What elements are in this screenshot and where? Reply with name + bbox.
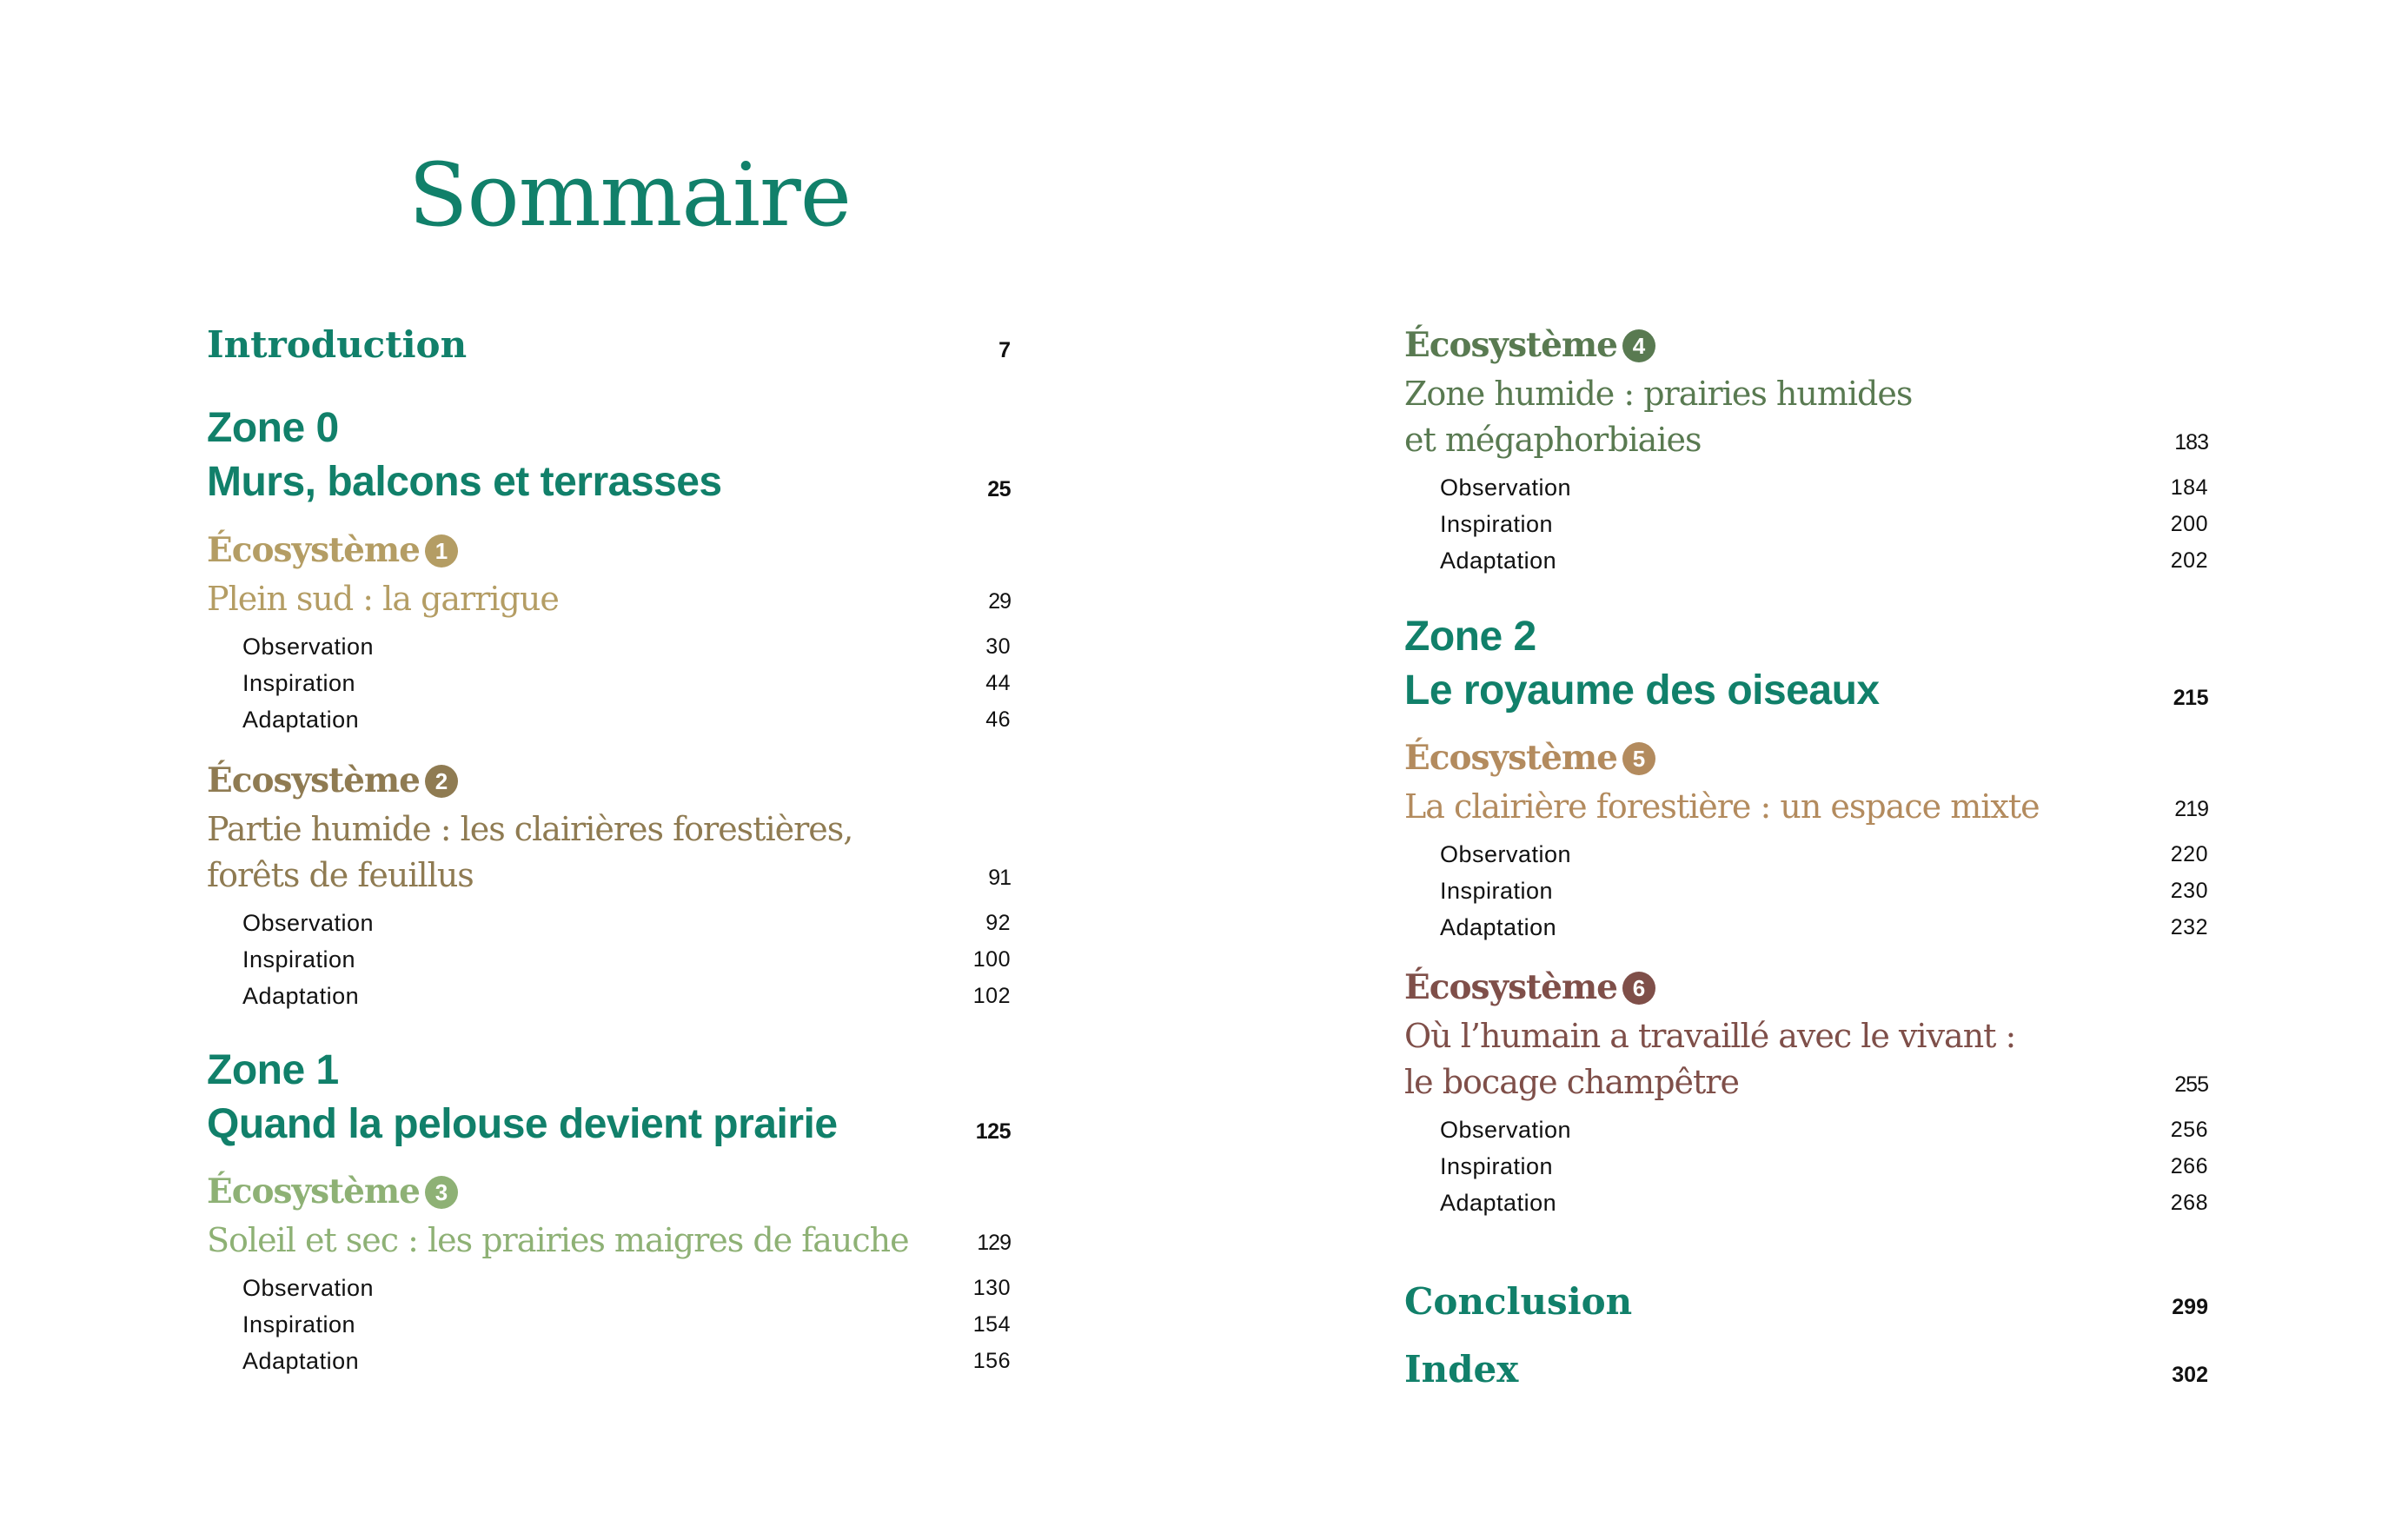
subsection-page: 102 <box>972 984 1011 1008</box>
ecosystem-6-page: 255 <box>2174 1072 2208 1097</box>
conclusion-label: Conclusion <box>1404 1280 1633 1323</box>
subsection-label: Inspiration <box>1440 1153 1554 1179</box>
subsection-page: 202 <box>2170 548 2208 573</box>
ecosystem-6-observation[interactable] <box>1440 1112 2208 1148</box>
subsection-label: Observation <box>1440 1117 1572 1143</box>
ecosystem-4-heading[interactable] <box>1404 323 2208 367</box>
subsection-page: 266 <box>2170 1154 2208 1178</box>
subsection-page: 30 <box>985 634 1011 659</box>
ecosystem-1-badge: 1 <box>425 534 458 568</box>
subsection-page: 130 <box>972 1276 1011 1300</box>
ecosystem-2-title[interactable] <box>207 807 1011 899</box>
subsection-page: 220 <box>2170 842 2208 866</box>
ecosystem-5-badge: 5 <box>1622 742 1655 775</box>
subsection-label: Observation <box>1440 841 1572 867</box>
conclusion-page: 299 <box>2172 1295 2208 1319</box>
ecosystem-4-observation[interactable] <box>1440 469 2208 506</box>
zone-1-page: 125 <box>975 1119 1011 1144</box>
subsection-page: 46 <box>985 707 1011 732</box>
ecosystem-3-label: Écosystème <box>207 1172 420 1211</box>
ecosystem-5-title[interactable] <box>1404 784 2208 830</box>
toc-zone-0[interactable] <box>207 402 1011 509</box>
ecosystem-2-observation[interactable] <box>242 905 1011 941</box>
ecosystem-4-page: 183 <box>2174 430 2208 455</box>
ecosystem-6-inspiration[interactable] <box>1440 1148 2208 1185</box>
toc-index[interactable] <box>1404 1348 2208 1391</box>
ecosystem-1-adaptation[interactable] <box>242 701 1011 738</box>
ecosystem-1-label: Écosystème <box>207 530 420 570</box>
subsection-label: Adaptation <box>1440 1190 1557 1216</box>
ecosystem-4-title-line-2: et mégaphorbiaies <box>1404 421 1702 459</box>
ecosystem-3-inspiration[interactable] <box>242 1306 1011 1343</box>
ecosystem-5-page: 219 <box>2174 797 2208 821</box>
toc-zone-1[interactable] <box>207 1044 1011 1152</box>
subsection-label: Inspiration <box>1440 878 1554 904</box>
subsection-label: Observation <box>242 910 375 936</box>
ecosystem-6-adaptation[interactable] <box>1440 1185 2208 1221</box>
ecosystem-5-heading[interactable] <box>1404 736 2208 780</box>
subsection-label: Adaptation <box>242 1348 360 1374</box>
ecosystem-3-title-text: Soleil et sec : les prairies maigres de fauche <box>207 1221 909 1259</box>
ecosystem-4-title[interactable] <box>1404 371 2208 463</box>
subsection-label: Observation <box>1440 475 1572 501</box>
subsection-page: 100 <box>972 947 1011 972</box>
ecosystem-2-title-line-1: Partie humide : les clairières forestières, <box>207 810 853 848</box>
ecosystem-3-page: 129 <box>977 1231 1011 1255</box>
subsection-page: 92 <box>985 911 1011 935</box>
zone-0-label: Zone 0 <box>207 405 339 451</box>
subsection-page: 184 <box>2170 475 2208 500</box>
subsection-label: Observation <box>242 634 375 660</box>
ecosystem-2-badge: 2 <box>425 765 458 798</box>
subsection-label: Inspiration <box>242 670 356 696</box>
ecosystem-4-badge: 4 <box>1622 329 1655 362</box>
ecosystem-6-heading[interactable] <box>1404 966 2208 1009</box>
ecosystem-2-heading[interactable] <box>207 759 1011 802</box>
ecosystem-2-label: Écosystème <box>207 760 420 800</box>
subsection-page: 232 <box>2170 915 2208 939</box>
subsection-page: 44 <box>985 671 1011 695</box>
ecosystem-6-label: Écosystème <box>1404 967 1617 1007</box>
subsection-page: 156 <box>972 1349 1011 1373</box>
zone-0-title: Murs, balcons et terrasses <box>207 459 722 505</box>
subsection-label: Adaptation <box>242 983 360 1009</box>
subsection-page: 230 <box>2170 879 2208 903</box>
index-label: Index <box>1404 1348 1519 1391</box>
ecosystem-1-heading[interactable] <box>207 528 1011 572</box>
zone-1-title: Quand la pelouse devient prairie <box>207 1101 838 1147</box>
ecosystem-3-title[interactable] <box>207 1218 1011 1264</box>
ecosystem-1-observation[interactable] <box>242 628 1011 665</box>
ecosystem-5-adaptation[interactable] <box>1440 909 2208 946</box>
zone-2-title: Le royaume des oiseaux <box>1404 667 1880 714</box>
zone-2-page: 215 <box>2173 686 2208 710</box>
ecosystem-3-heading[interactable] <box>207 1170 1011 1213</box>
ecosystem-6-title-line-2: le bocage champêtre <box>1404 1063 1739 1101</box>
ecosystem-2-page: 91 <box>988 866 1011 890</box>
ecosystem-5-label: Écosystème <box>1404 738 1617 778</box>
zone-1-label: Zone 1 <box>207 1047 339 1093</box>
subsection-label: Inspiration <box>1440 511 1554 537</box>
index-page: 302 <box>2172 1363 2208 1387</box>
ecosystem-5-observation[interactable] <box>1440 836 2208 873</box>
ecosystem-2-adaptation[interactable] <box>242 978 1011 1014</box>
ecosystem-2-title-line-2: forêts de feuillus <box>207 856 474 894</box>
subsection-label: Adaptation <box>1440 548 1557 574</box>
ecosystem-1-title-text: Plein sud : la garrigue <box>207 580 559 618</box>
subsection-label: Adaptation <box>1440 914 1557 940</box>
subsection-label: Inspiration <box>242 1311 356 1338</box>
ecosystem-5-inspiration[interactable] <box>1440 873 2208 909</box>
page-title: Sommaire <box>408 144 851 246</box>
ecosystem-6-title[interactable] <box>1404 1013 2208 1105</box>
ecosystem-4-title-line-1: Zone humide : prairies humides <box>1404 375 1913 413</box>
ecosystem-1-page: 29 <box>988 589 1011 614</box>
ecosystem-5-title-text: La clairière forestière : un espace mixte <box>1404 787 2040 826</box>
ecosystem-4-adaptation[interactable] <box>1440 542 2208 579</box>
toc-introduction[interactable] <box>207 323 1011 367</box>
toc-conclusion[interactable] <box>1404 1280 2208 1324</box>
introduction-label: Introduction <box>207 323 468 366</box>
ecosystem-4-inspiration[interactable] <box>1440 506 2208 542</box>
subsection-page: 256 <box>2170 1118 2208 1142</box>
ecosystem-4-label: Écosystème <box>1404 325 1617 365</box>
ecosystem-2-inspiration[interactable] <box>242 941 1011 978</box>
subsection-label: Inspiration <box>242 946 356 972</box>
subsection-page: 154 <box>972 1312 1011 1337</box>
subsection-label: Adaptation <box>242 707 360 733</box>
zone-0-page: 25 <box>987 477 1011 501</box>
subsection-page: 200 <box>2170 512 2208 536</box>
introduction-page: 7 <box>998 338 1011 362</box>
toc-zone-2[interactable] <box>1404 610 2208 718</box>
ecosystem-1-title[interactable] <box>207 576 1011 622</box>
ecosystem-6-title-line-1: Où l’humain a travaillé avec le vivant : <box>1404 1017 2016 1055</box>
ecosystem-1-inspiration[interactable] <box>242 665 1011 701</box>
ecosystem-3-adaptation[interactable] <box>242 1343 1011 1379</box>
zone-2-label: Zone 2 <box>1404 614 1536 660</box>
ecosystem-3-observation[interactable] <box>242 1270 1011 1306</box>
ecosystem-6-badge: 6 <box>1622 972 1655 1005</box>
subsection-page: 268 <box>2170 1191 2208 1215</box>
subsection-label: Observation <box>242 1275 375 1301</box>
ecosystem-3-badge: 3 <box>425 1176 458 1209</box>
